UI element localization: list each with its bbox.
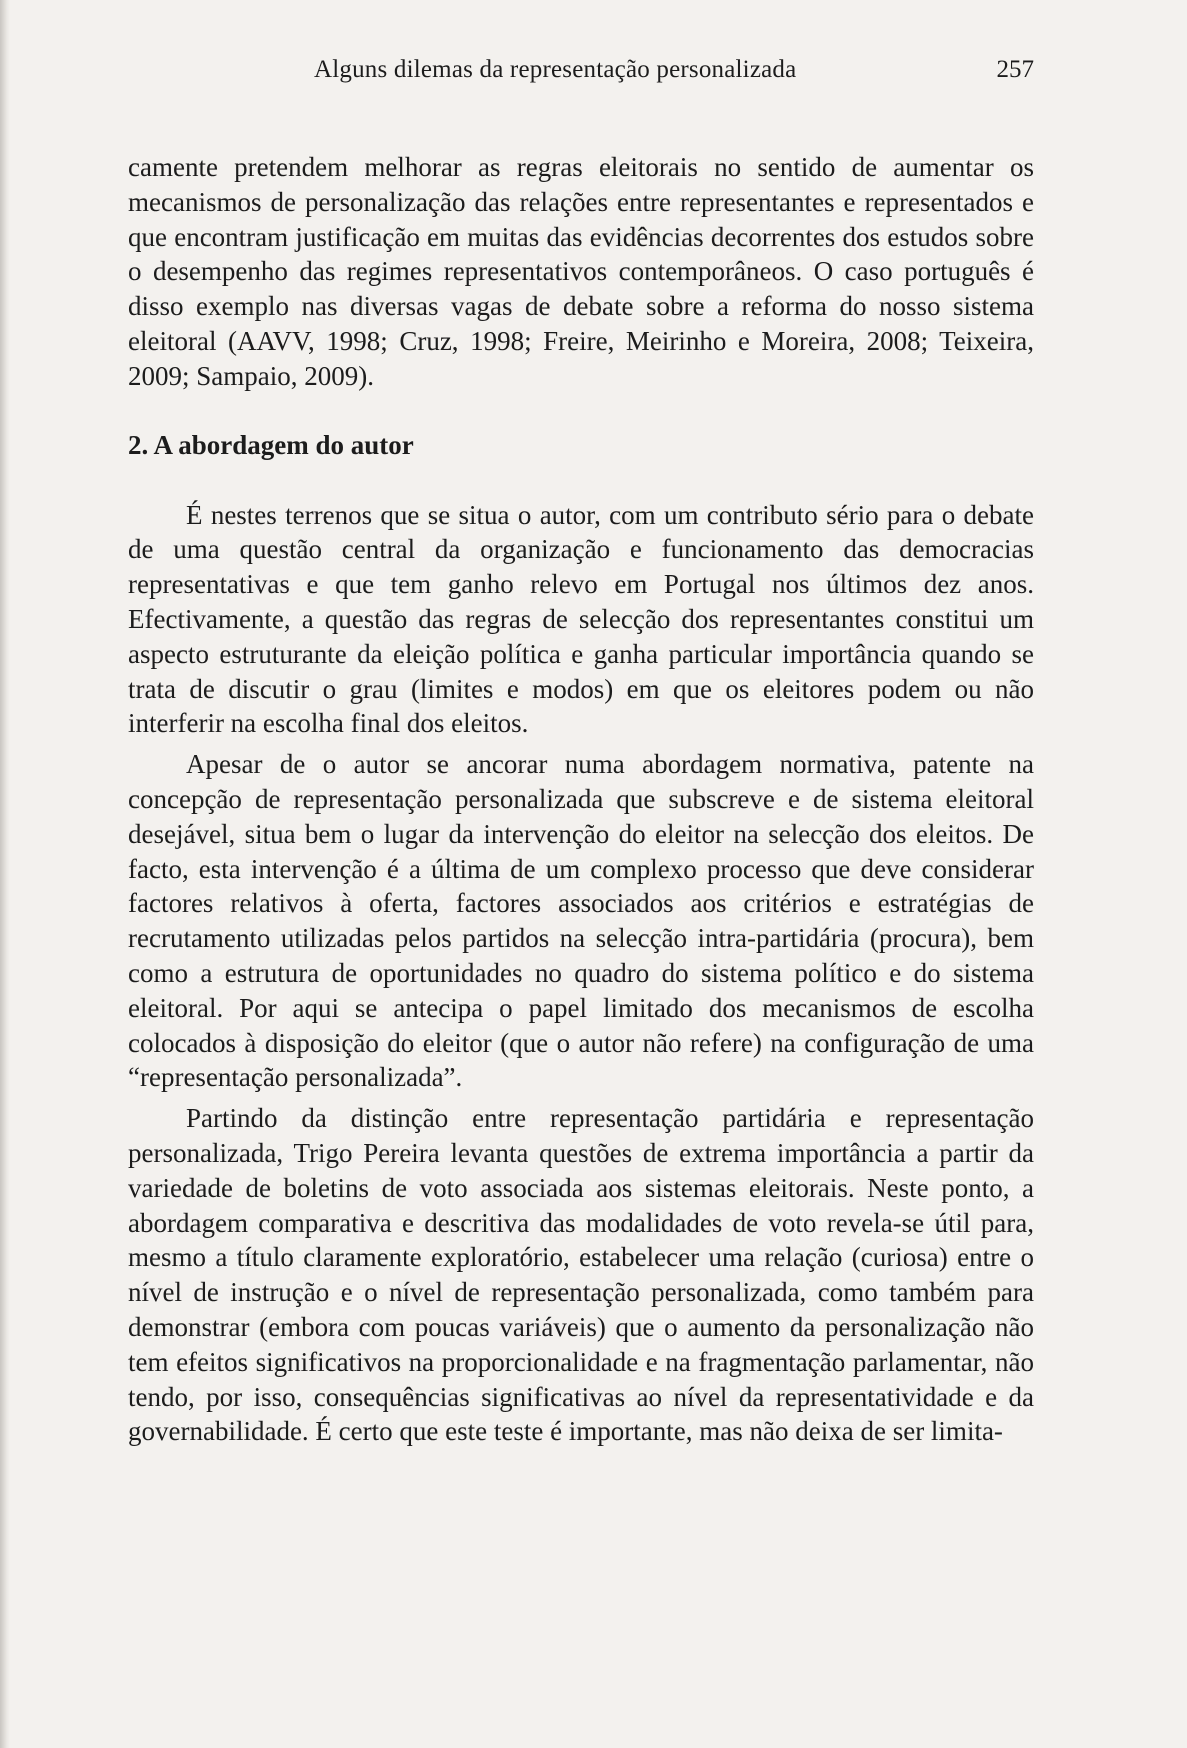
- running-title: Alguns dilemas da representação personalizada: [314, 56, 797, 83]
- running-header: [128, 48, 1034, 92]
- paragraph-continued: camente pretendem melhorar as regras eleitorais no sentido de aumentar os mecanismos de personalização das relações entre representantes e representados e que encontram justificação em muitas das evidências decorrentes dos estudos sobre o desempenho das regimes representativos contemporâneos. O caso português é disso exemplo nas diversas vagas de debate sobre a reforma do nosso sistema eleitoral (AAVV, 1998; Cruz, 1998; Freire, Meirinho e Moreira, 2008; Teixeira, 2009; Sampaio, 2009).: [128, 152, 1034, 391]
- page-number: 257: [996, 56, 1034, 83]
- section-heading: 2. A abordagem do autor: [128, 429, 414, 460]
- paragraph: Apesar de o autor se ancorar numa abordagem normativa, patente na concepção de representação personalizada que subscreve e de sistema eleitoral desejável, situa bem o lugar da intervenção do eleitor na selecção dos eleitos. De facto, esta intervenção é a última de um complexo processo que deve considerar factores relativos à oferta, factores associados aos critérios e estratégias de recrutamento utilizadas pelos partidos na selecção intra-partidária (procura), bem como a estrutura de oportunidades no quadro do sistema político e do sistema eleitoral. Por aqui se antecipa o papel limitado dos mecanismos de escolha colocados à disposição do eleitor (que o autor não refere) na configuração de uma “representação personalizada”.: [128, 749, 1034, 1093]
- book-page: [128, 48, 1034, 1447]
- paragraph: É nestes terrenos que se situa o autor, com um contributo sério para o debate de uma questão central da organização e funcionamento das democracias representativas e que tem ganho relevo em Portugal nos últimos dez anos. Efectivamente, a questão das regras de selecção dos representantes constitui um aspecto estruturante da eleição política e ganha particular importância quando se trata de discutir o grau (limites e modos) em que os eleitores podem ou não interferir na escolha final dos eleitos.: [128, 499, 1034, 739]
- body-text: [128, 150, 1034, 1449]
- book-spine-shadow: [0, 0, 10, 1748]
- paragraph: Partindo da distinção entre representação partidária e representação personalizada, Trigo Pereira levanta questões de extrema importância a partir da variedade de boletins de voto associada aos sistemas eleitorais. Neste ponto, a abordagem comparativa e descritiva das modalidades de voto revela-se útil para, mesmo a título claramente exploratório, estabelecer uma relação (curiosa) entre o nível de instrução e o nível de representação personalizada, como também para demonstrar (embora com poucas variáveis) que o aumento da personalização não tem efeitos significativos na proporcionalidade e na fragmentação parlamentar, não tendo, por isso, consequências significativas ao nível da representatividade e da governabilidade. É certo que este teste é importante, mas não deixa de ser limita-: [128, 1103, 1034, 1447]
